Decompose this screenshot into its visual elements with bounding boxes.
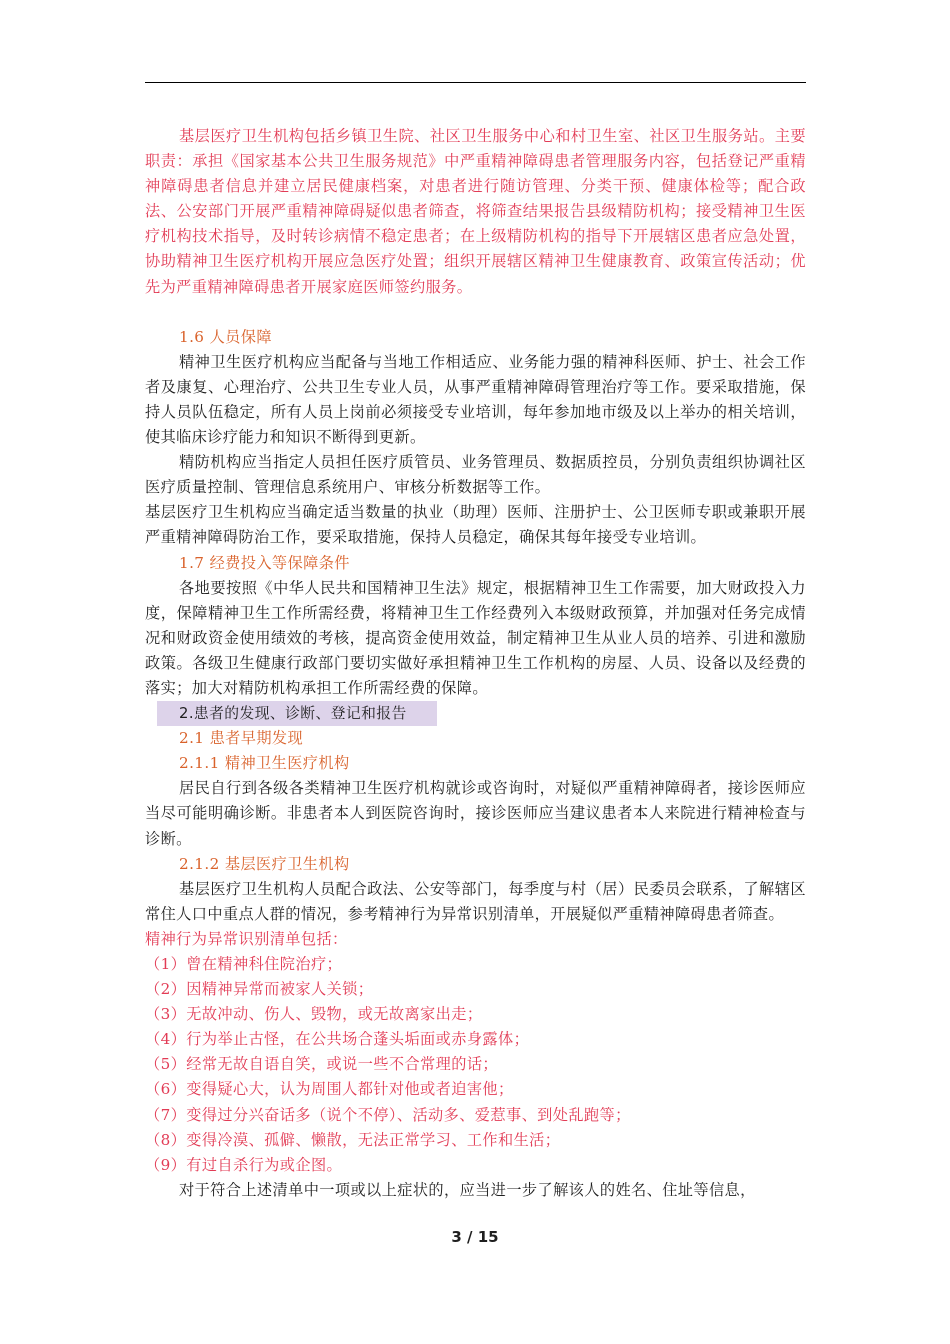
spacer [145, 300, 806, 325]
header-rule [145, 82, 806, 83]
paragraph-primary-screening: 基层医疗卫生机构人员配合政法、公安等部门，每季度与村（居）民委员会联系，了解辖区常住人口中重点人群的情况，参考精神行为异常识别清单，开展疑似严重精神障碍患者筛查。 [145, 879, 806, 923]
list-item: （4）行为举止古怪，在公共场合蓬头垢面或赤身露体； [145, 1030, 530, 1049]
abnormal-behavior-list [145, 952, 806, 1178]
heading-2-1-2: 2.1.2 基层医疗卫生机构 [179, 854, 350, 873]
page-number: 3 / 15 [451, 1228, 499, 1246]
list-item: （5）经常无故自语自笑，或说一些不合常理的话； [145, 1055, 498, 1074]
list-title: 精神行为异常识别清单包括： [145, 929, 348, 948]
list-item: （9）有过自杀行为或企图。 [145, 1155, 343, 1174]
heading-1-7: 1.7 经费投入等保障条件 [179, 553, 350, 572]
document-page [145, 124, 806, 1203]
heading-2-1-1: 2.1.1 精神卫生医疗机构 [179, 754, 350, 773]
paragraph-funding: 各地要按照《中华人民共和国精神卫生法》规定，根据精神卫生工作需要，加大财政投入力度，保障精神卫生工作所需经费，将精神卫生工作经费列入本级财政预算，并加强对任务完成情况和财政资金使用绩效的考核，提高资金使用效益，制定精神卫生从业人员的培养、引进和激励政策。各级卫生健康行政部门要切实做好承担精神卫生工作机构的房屋、人员、设备以及经费的落实；加大对精防机构承担工作所需经费的保障。 [145, 578, 806, 697]
paragraph-staffing-2: 精防机构应当指定人员担任医疗质管员、业务管理员、数据质控员，分别负责组织协调社区医疗质量控制、管理信息系统用户、审核分析数据等工作。 [145, 453, 806, 497]
list-item: （8）变得冷漠、孤僻、懒散，无法正常学习、工作和生活； [145, 1130, 561, 1149]
paragraph-primary-institutions: 基层医疗卫生机构包括乡镇卫生院、社区卫生服务中心和村卫生室、社区卫生服务站。主要职责：承担《国家基本公共卫生服务规范》中严重精神障碍患者管理服务内容，包括登记严重精神障碍患者信息并建立居民健康档案，对患者进行随访管理、分类干预、健康体检等；配合政法、公安部门开展严重精神障碍疑似患者筛查，将筛查结果报告县级精防机构；接受精神卫生医疗机构技术指导，及时转诊病情不稳定患者；在上级精防机构的指导下开展辖区患者应急处置，协助精神卫生医疗机构开展应急医疗处置；组织开展辖区精神卫生健康教育、政策宣传活动；优先为严重精神障碍患者开展家庭医师签约服务。 [145, 127, 806, 296]
heading-2-1: 2.1 患者早期发现 [179, 729, 304, 748]
list-item: （1）曾在精神科住院治疗； [145, 955, 343, 973]
list-item: （7）变得过分兴奋话多（说个不停）、活动多、爱惹事、到处乱跑等； [145, 1105, 631, 1124]
paragraph-staffing-3: 基层医疗卫生机构应当确定适当数量的执业（助理）医师、注册护士、公卫医师专职或兼职开展严重精神障碍防治工作，要采取措施，保持人员稳定，确保其每年接受专业培训。 [145, 503, 806, 547]
list-item: （6）变得疑心大，认为周围人都针对他或者迫害他； [145, 1080, 514, 1099]
heading-2-highlighted: 2.患者的发现、诊断、登记和报告 [157, 701, 437, 726]
list-item: （2）因精神异常而被家人关锁； [145, 980, 374, 999]
paragraph-mental-health-institutions: 居民自行到各级各类精神卫生医疗机构就诊或咨询时，对疑似严重精神障碍者，接诊医师应当尽可能明确诊断。非患者本人到医院咨询时，接诊医师应当建议患者本人来院进行精神检查与诊断。 [145, 779, 806, 848]
paragraph-staffing-1: 精神卫生医疗机构应当配备与当地工作相适应、业务能力强的精神科医师、护士、社会工作者及康复、心理治疗、公共卫生专业人员，从事严重精神障碍管理治疗等工作。要采取措施，保持人员队伍稳定，所有人员上岗前必须接受专业培训，每年参加地市级及以上举办的相关培训，使其临床诊疗能力和知识不断得到更新。 [145, 352, 806, 447]
paragraph-followup: 对于符合上述清单中一项或以上症状的，应当进一步了解该人的姓名、住址等信息， [179, 1180, 756, 1199]
heading-1-6: 1.6 人员保障 [179, 327, 272, 346]
list-item: （3）无故冲动、伤人、毁物，或无故离家出走； [145, 1005, 483, 1024]
